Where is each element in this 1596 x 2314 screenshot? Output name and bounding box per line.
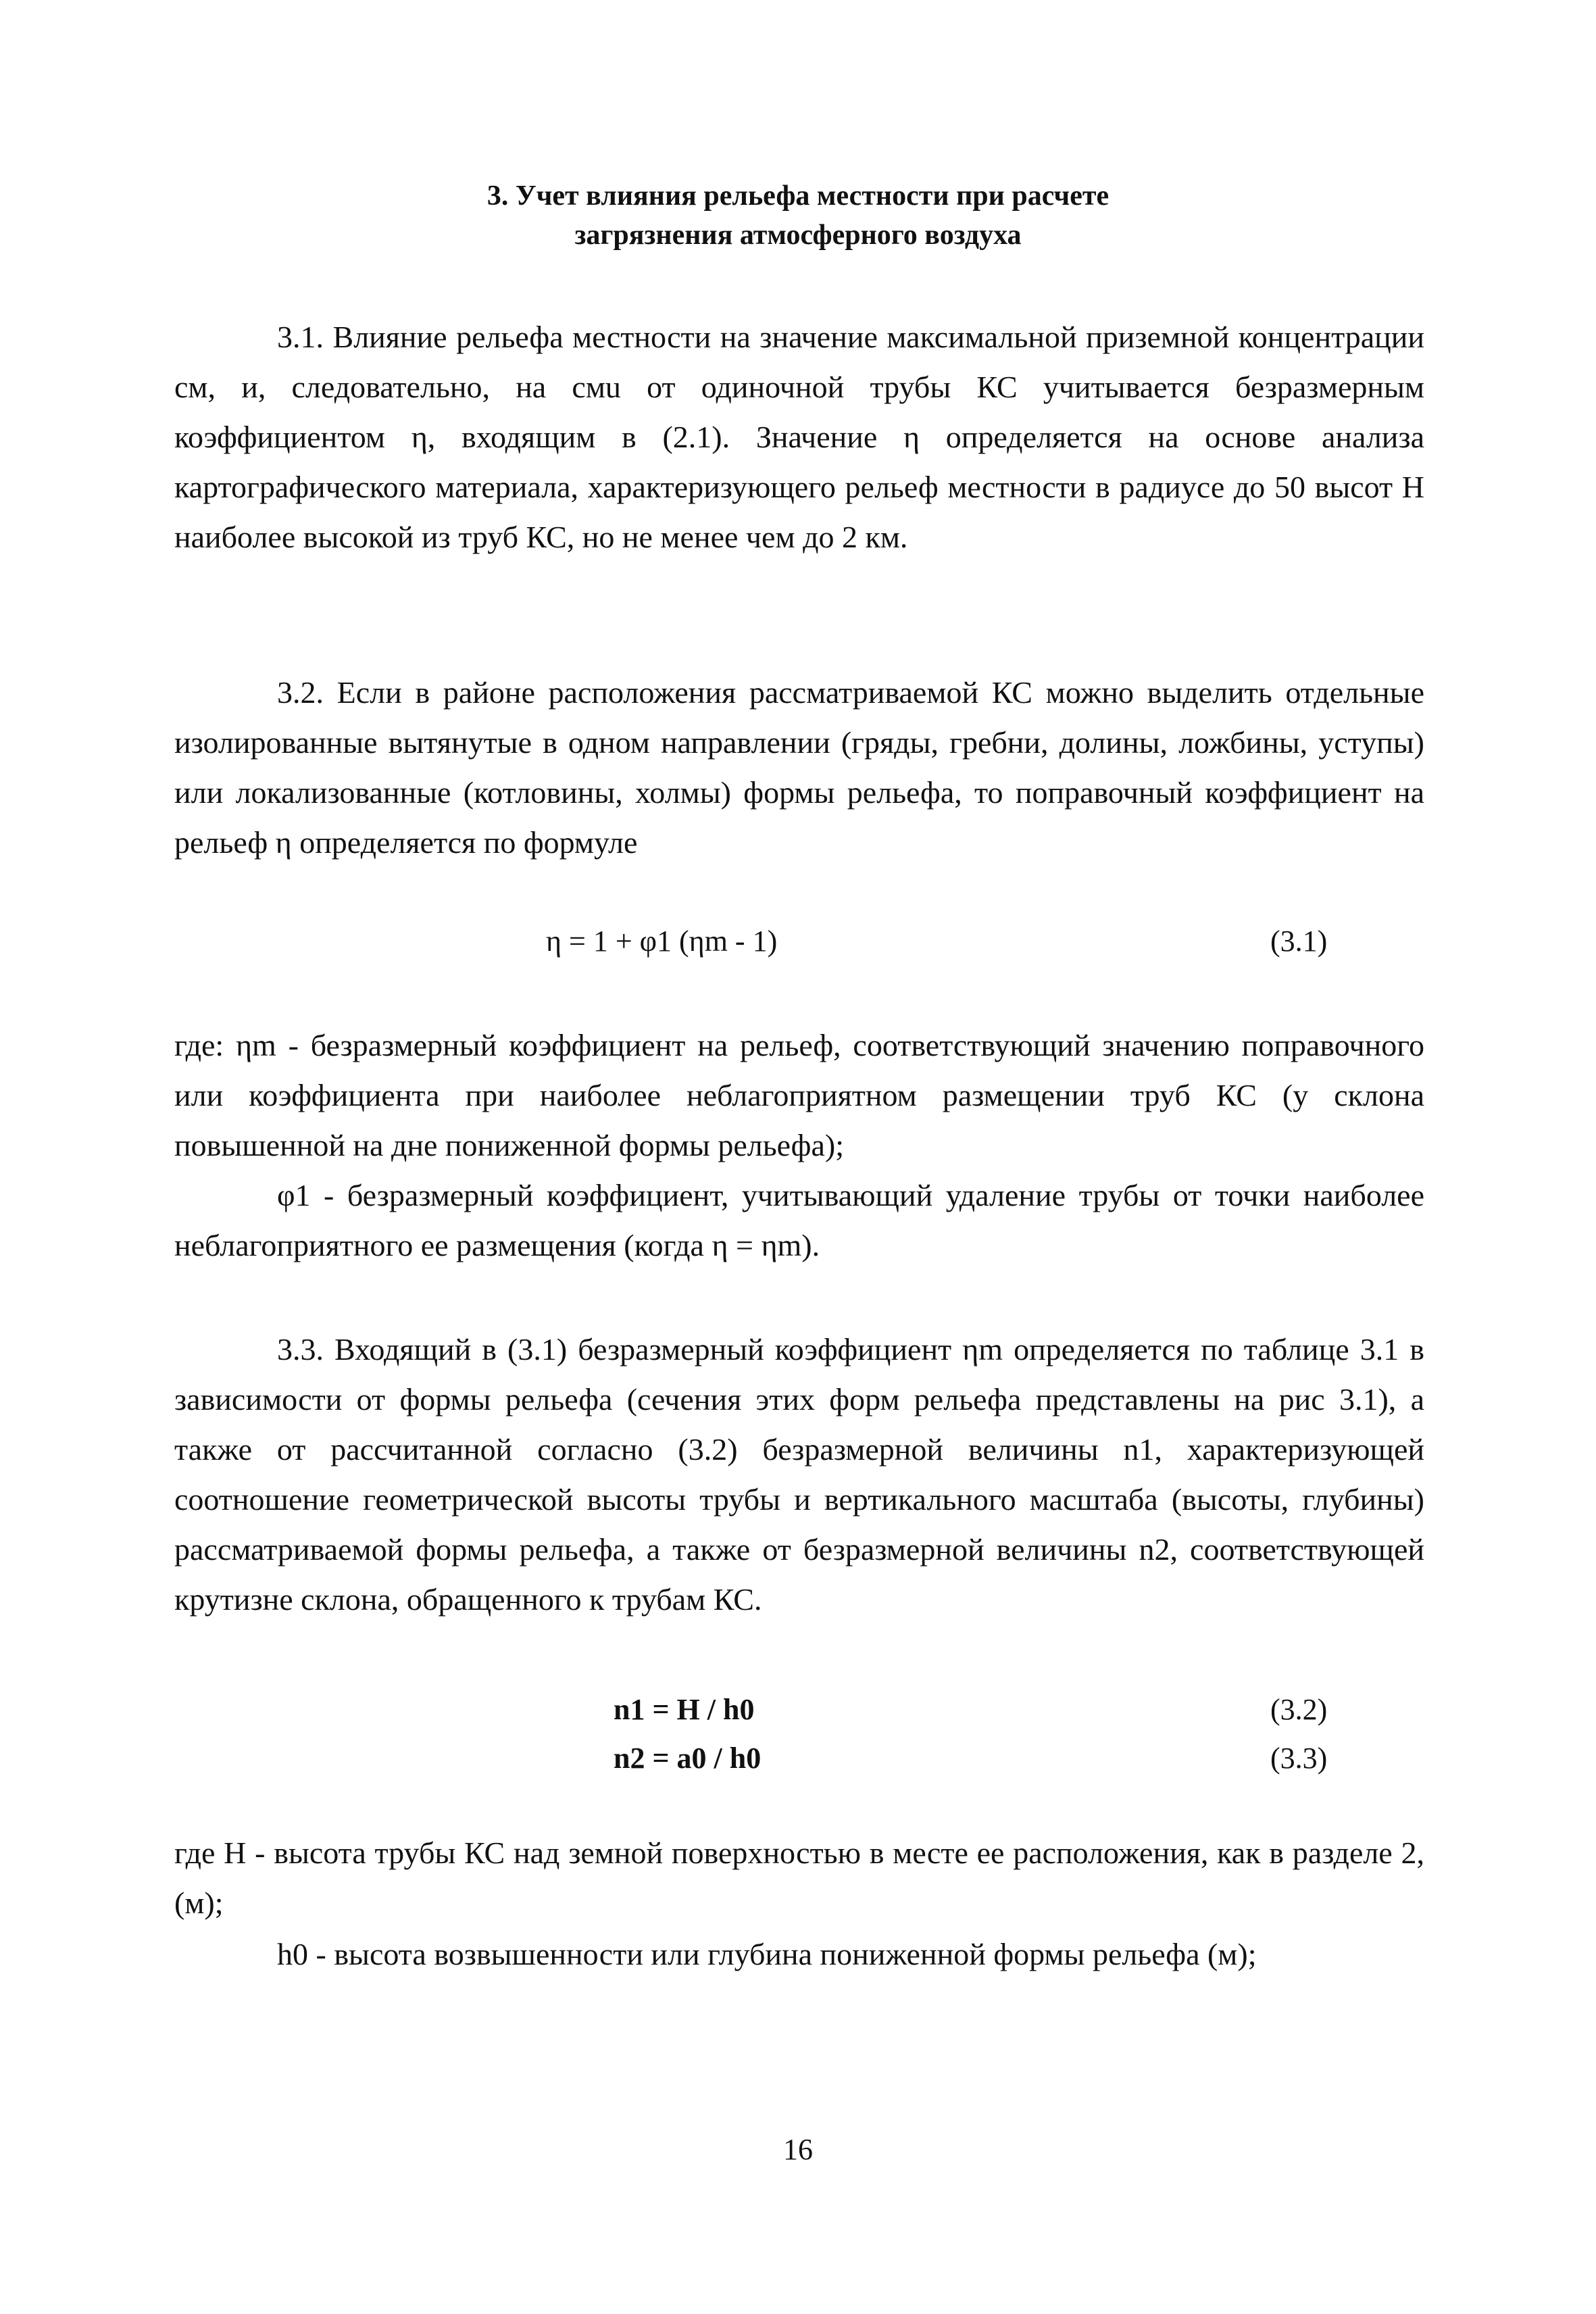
formula-3-2-number: (3.2) <box>1270 1693 1328 1726</box>
where-h-definition: где Н - высота трубы КС над земной поверхностью в месте ее расположения, как в разделе 2, (м); <box>174 1836 1424 1920</box>
paragraph-3-3: 3.3. Входящий в (3.1) безразмерный коэффициент ηm определяется по таблице 3.1 в зависимости от формы рельефа (сечения этих форм рельефа представлены на рис 3.1), а также от рассчитанной согласно (3.2) безразмерной величины n1, характеризующей соотношение геометрической высоты трубы и вертикального масштаба (высоты, глубины) рассматриваемой формы рельефа, а также от безразмерной величины n2, соответствующей крутизне склона, обращенного к трубам КС. <box>174 1332 1424 1617</box>
formula-3-3: n2 = a0 / h0 <box>614 1742 762 1775</box>
formula-3-2: n1 = H / h0 <box>614 1693 755 1726</box>
formula-3-1-number: (3.1) <box>1270 925 1328 958</box>
where-h0-definition: h0 - высота возвышенности или глубина пониженной формы рельефа (м); <box>277 1937 1257 1971</box>
where-eta-m-definition: где: ηm - безразмерный коэффициент на рельеф, соответствующий значению поправочного или коэффициента при наиболее неблагоприятном размещении труб КС (у склона повышенной на дне пониженной формы рельефа); <box>174 1028 1424 1162</box>
where-phi-definition: φ1 - безразмерный коэффициент, учитывающий удаление трубы от точки наиболее неблагоприятного ее размещения (когда η = ηm). <box>174 1178 1424 1262</box>
formula-3-3-number: (3.3) <box>1270 1742 1328 1775</box>
section-heading-line-2: загрязнения атмосферного воздуха <box>574 220 1022 251</box>
page-number: 16 <box>783 2133 813 2166</box>
paragraph-3-1: 3.1. Влияние рельефа местности на значение максимальной приземной концентрации см, и, следовательно, на смu от одиночной трубы КС учитывается безразмерным коэффициентом η, входящим в (2.1). Значение η определяется на основе анализа картографического материала, характеризующего рельеф местности в радиусе до 50 высот Н наиболее высокой из труб КС, но не менее чем до 2 км. <box>174 320 1424 554</box>
formula-3-1: η = 1 + φ1 (ηm - 1) <box>546 925 778 958</box>
paragraph-3-2: 3.2. Если в районе расположения рассматриваемой КС можно выделить отдельные изолированные вытянутые в одном направлении (гряды, гребни, долины, ложбины, уступы) или локализованные (котловины, холмы) формы рельефа, то поправочный коэффициент на рельеф η определяется по формуле <box>174 675 1424 860</box>
section-heading-line-1: 3. Учет влияния рельефа местности при расчете <box>487 180 1109 212</box>
